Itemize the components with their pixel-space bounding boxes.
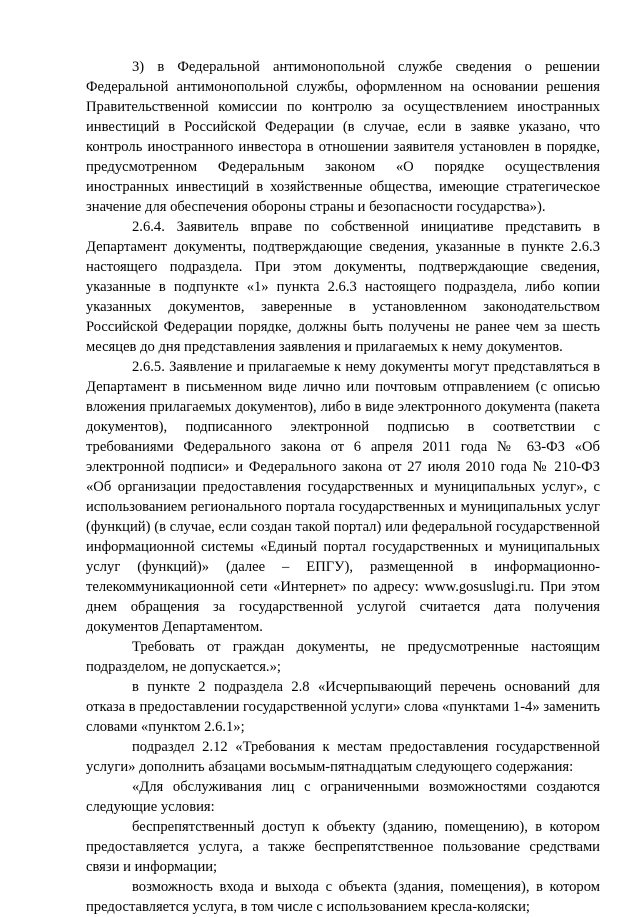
paragraph-5: в пункте 2 подраздела 2.8 «Исчерпывающий перечень оснований для отказа в предоставлении государственной услуги» слова «пунктами 1-4» заменить словами «пунктом 2.6.1»; <box>86 679 600 735</box>
paragraph-9: возможность входа и выхода с объекта (здания, помещения), в котором предоставляется услуга, в том числе с использованием кресла-коляски; <box>86 879 600 915</box>
document-page <box>86 57 600 917</box>
paragraph-2: 2.6.4. Заявитель вправе по собственной инициативе представить в Департамент документы, подтверждающие сведения, указанные в пункте 2.6.3 настоящего подраздела. При этом документы, подтверждающие сведения, указанные в подпункте «1» пункта 2.6.3 настоящего подраздела, либо копии указанных документов, заверенные в установленном законодательством Российской Федерации порядке, должны быть получены не ранее чем за шесть месяцев до дня представления заявления и прилагаемых к нему документов. <box>86 219 600 355</box>
paragraph-4: Требовать от граждан документы, не предусмотренные настоящим подразделом, не допускается.»; <box>86 639 600 675</box>
paragraph-6: подраздел 2.12 «Требования к местам предоставления государственной услуги» дополнить абзацами восьмым-пятнадцатым следующего содержания: <box>86 739 600 775</box>
paragraph-8: беспрепятственный доступ к объекту (зданию, помещению), в котором предоставляется услуга, а также беспрепятственное пользование средствами связи и информации; <box>86 819 600 875</box>
paragraph-1: 3) в Федеральной антимонопольной службе сведения о решении Федеральной антимонопольной службы, оформленном на основании решения Правительственной комиссии по контролю за осуществлением иностранных инвестиций в Российской Федерации (в случае, если в заявке указано, что контроль иностранного инвестора в отношении заявителя установлен в порядке, предусмотренном Федеральным законом «О порядке осуществления иностранных инвестиций в хозяйственные общества, имеющие стратегическое значение для обеспечения обороны страны и безопасности государства»). <box>86 59 600 215</box>
paragraph-7: «Для обслуживания лиц с ограниченными возможностями создаются следующие условия: <box>86 779 600 815</box>
paragraph-3: 2.6.5. Заявление и прилагаемые к нему документы могут представляться в Департамент в письменном виде лично или почтовым отправлением (с описью вложения прилагаемых документов), либо в виде электронного документа (пакета документов), подписанного электронной подписью в соответствии с требованиями Федерального закона от 6 апреля 2011 года № 63-ФЗ «Об электронной подписи» и Федерального закона от 27 июля 2010 года № 210-ФЗ «Об организации предоставления государственных и муниципальных услуг», с использованием регионального портала государственных и муниципальных услуг (функций) (в случае, если создан такой портал) или федеральной государственной информационной системы «Единый портал государственных и муниципальных услуг (функций)» (далее – ЕПГУ), размещенной в информационно-телекоммуникационной сети «Интернет» по адресу: www.gosuslugi.ru. При этом днем обращения за государственной услугой считается дата получения документов Департаментом. <box>86 359 600 635</box>
